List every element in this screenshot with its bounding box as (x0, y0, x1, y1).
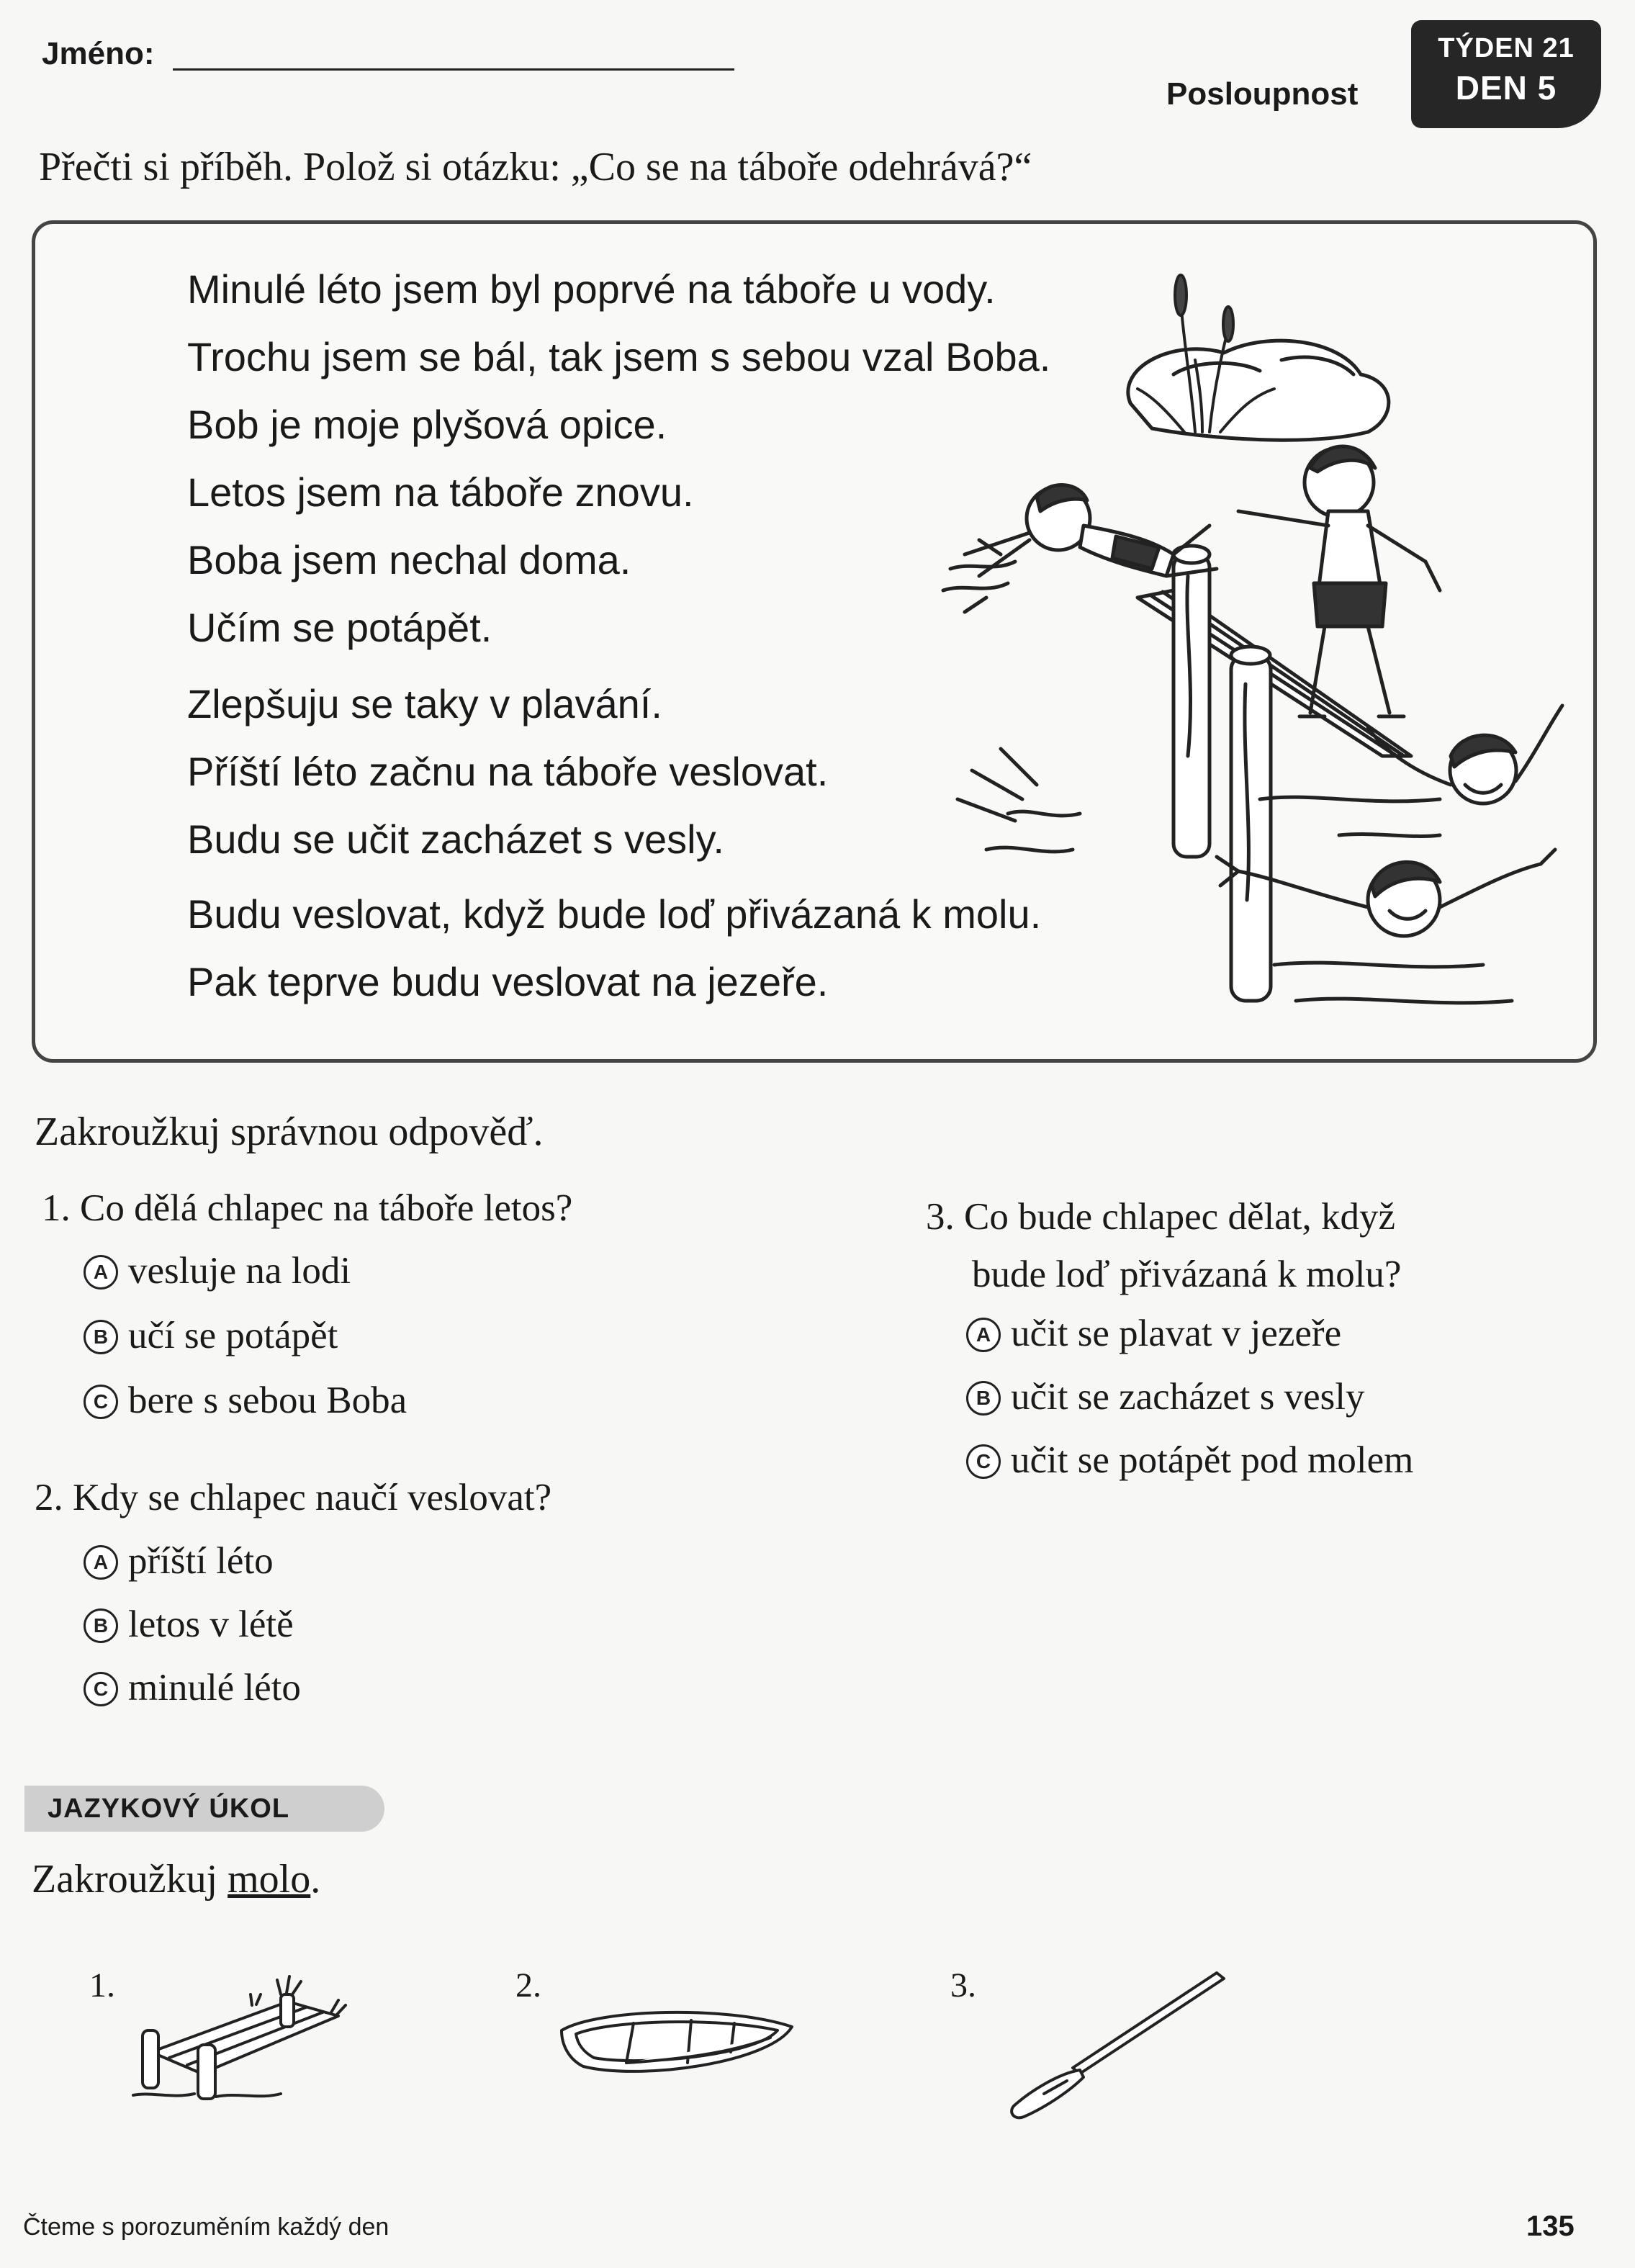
option-marker-b: B (84, 1320, 118, 1354)
option-text: učí se potápět (128, 1315, 338, 1356)
story-line: Trochu jsem se bál, tak jsem s sebou vzal Boba. (187, 334, 1051, 379)
option-marker-c: C (966, 1444, 1001, 1479)
story-line: Bob je moje plyšová opice. (187, 402, 667, 447)
option-text: učit se zacházet s vesly (1011, 1376, 1365, 1418)
option-text: učit se plavat v jezeře (1011, 1313, 1342, 1354)
image-number-1: 1. (89, 1966, 115, 2004)
image-number-3: 3. (950, 1966, 976, 2004)
story-line: Minulé léto jsem byl poprvé na táboře u vody. (187, 266, 996, 312)
option-marker-a: A (84, 1545, 118, 1580)
instruction-prefix: Zakroužkuj (32, 1857, 228, 1902)
story-line: Letos jsem na táboře znovu. (187, 469, 694, 515)
story-line: Boba jsem nechal doma. (187, 537, 631, 582)
question-3: 3. Co bude chlapec dělat, když (926, 1196, 1395, 1238)
story-line: Učím se potápět. (187, 605, 492, 650)
question-1: 1. Co dělá chlapec na táboře letos? (42, 1187, 573, 1229)
option-marker-c: C (84, 1385, 118, 1419)
week-day-badge (1411, 20, 1601, 128)
question-3-option-c[interactable] (966, 1439, 1413, 1482)
option-text: letos v létě (128, 1603, 294, 1645)
question-2-option-c[interactable] (84, 1666, 301, 1709)
question-1-option-c[interactable] (84, 1379, 407, 1422)
questions-heading: Zakroužkuj správnou odpověď. (35, 1110, 544, 1154)
story-line: Zlepšuju se taky v plavání. (187, 681, 662, 726)
language-task-instruction (32, 1856, 320, 1902)
option-text: učit se potápět pod molem (1011, 1439, 1414, 1481)
option-text: příští léto (128, 1540, 274, 1582)
instruction-suffix: . (310, 1857, 321, 1902)
option-text: minulé léto (128, 1667, 301, 1709)
option-text: bere s sebou Boba (128, 1380, 407, 1421)
page-number: 135 (1526, 2210, 1575, 2242)
section-title: Posloupnost (1166, 76, 1359, 112)
camp-swimming-illustration (936, 252, 1569, 1030)
story-line: Budu se učit zacházet s vesly. (187, 816, 724, 862)
option-marker-a: A (966, 1318, 1001, 1352)
option-marker-b: B (966, 1381, 1001, 1416)
option-text: vesluje na lodi (128, 1250, 351, 1292)
option-marker-a: A (84, 1255, 118, 1290)
question-3-option-a[interactable] (966, 1312, 1341, 1355)
day-label: DEN 5 (1455, 69, 1557, 107)
name-line[interactable] (173, 68, 734, 71)
dock-icon[interactable] (130, 1973, 360, 2102)
question-1-option-b[interactable] (84, 1314, 338, 1357)
story-line: Příští léto začnu na táboře veslovat. (187, 749, 829, 794)
footer-book-title: Čteme s porozuměním každý den (23, 2213, 389, 2241)
story-line: Budu veslovat, když bude loď přivázaná k molu. (187, 891, 1042, 937)
image-number-2: 2. (515, 1966, 541, 2004)
boat-icon[interactable] (554, 1994, 799, 2088)
option-marker-b: B (84, 1608, 118, 1643)
question-3-option-b[interactable] (966, 1375, 1365, 1418)
oar-icon[interactable] (1001, 1966, 1231, 2124)
week-label: TÝDEN 21 (1438, 33, 1575, 63)
option-marker-c: C (84, 1672, 118, 1706)
question-2-option-b[interactable] (84, 1603, 294, 1646)
name-label: Jméno: (42, 36, 155, 71)
language-task-badge: JAZYKOVÝ ÚKOL (24, 1786, 384, 1832)
instruction-word: molo (228, 1857, 311, 1902)
reading-instruction: Přečti si příběh. Polož si otázku: „Co se na táboře odehrává?“ (39, 145, 1032, 189)
question-2-option-a[interactable] (84, 1539, 274, 1583)
question-2: 2. Kdy se chlapec naučí veslovat? (35, 1477, 552, 1518)
question-1-option-a[interactable] (84, 1249, 351, 1292)
question-3-line-2: bude loď přivázaná k molu? (972, 1254, 1402, 1295)
story-line: Pak teprve budu veslovat na jezeře. (187, 959, 829, 1004)
